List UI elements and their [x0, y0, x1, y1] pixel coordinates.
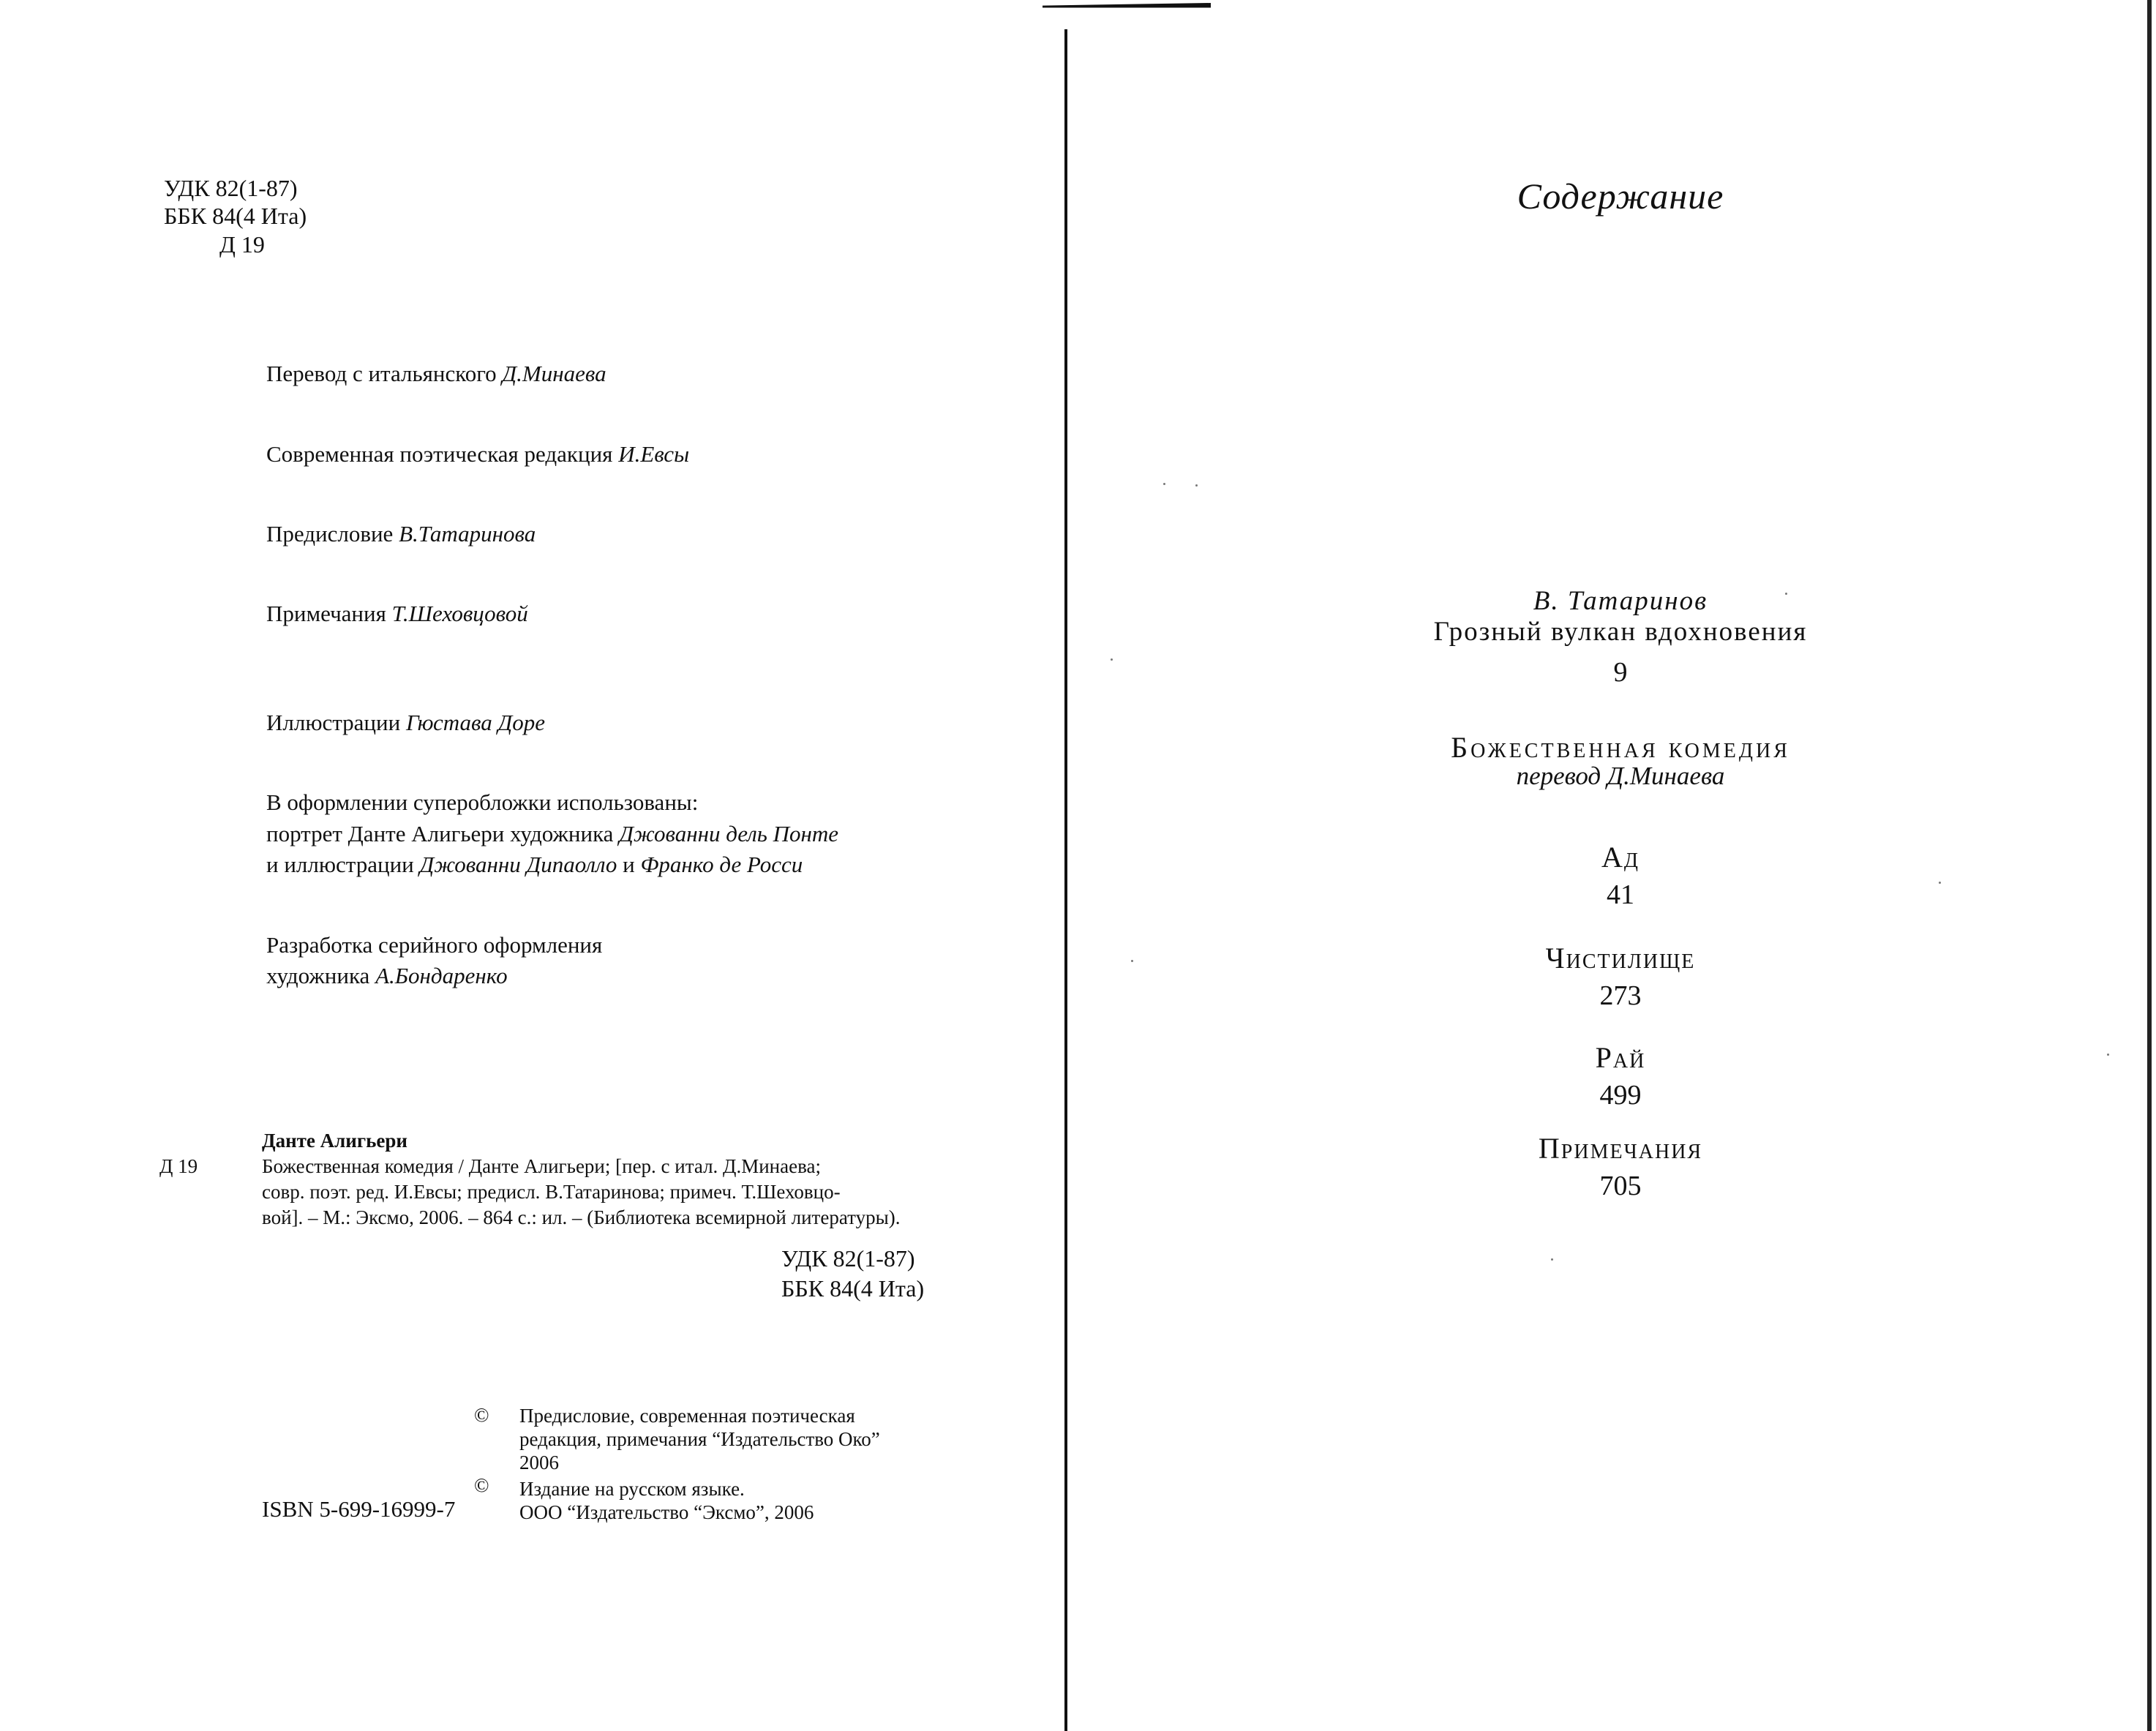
preface-credit: Предисловие В.Татаринова — [266, 521, 536, 547]
notes-credit: Примечания Т.Шеховцовой — [266, 601, 528, 626]
scan-speck — [1131, 960, 1133, 962]
udk-code-bottom: УДК 82(1-87) — [781, 1245, 915, 1272]
translation-credit: Перевод с итальянского Д.Минаева — [266, 361, 606, 386]
toc-entry-purgatory-title: Чистилище — [1545, 942, 1696, 975]
author-cipher-top: Д 19 — [219, 231, 265, 258]
scan-speck — [1163, 483, 1165, 485]
toc-entry-paradise-page: 499 — [1599, 1080, 1642, 1111]
bbk-code-top: ББК 84(4 Ита) — [164, 203, 307, 229]
bib-author: Данте Алигьери — [262, 1130, 407, 1152]
isbn: ISBN 5-699-16999-7 — [262, 1496, 456, 1522]
series-design-line1: Разработка серийного оформления — [266, 932, 603, 958]
copyright-1-line1: Предисловие, современная поэтическая — [519, 1405, 855, 1427]
bib-line-3: вой]. – М.: Эксмо, 2006. – 864 с.: ил. – (Библиотека всемирной литературы). — [262, 1206, 901, 1228]
scan-speck — [1111, 658, 1113, 661]
copyright-2-line2: ООО “Издательство “Эксмо”, 2006 — [519, 1501, 814, 1523]
toc-entry-inferno-page: 41 — [1607, 879, 1634, 910]
editing-credit: Современная поэтическая редакция И.Евсы — [266, 441, 690, 467]
book-gutter — [1064, 29, 1067, 1731]
copyright-2-line1: Издание на русском языке. — [519, 1478, 745, 1500]
imprint-page — [0, 0, 1064, 1731]
toc-entry-notes-title: Примечания — [1538, 1132, 1703, 1165]
bbk-code-bottom: ББК 84(4 Ита) — [781, 1275, 925, 1302]
toc-entry-comedy-title: Божественная комедия — [1451, 731, 1790, 764]
page-edge — [2147, 0, 2152, 1731]
scan-speck — [1939, 882, 1941, 884]
bib-line-1: Божественная комедия / Данте Алигьери; [пер. с итал. Д.Минаева; — [262, 1155, 821, 1177]
contents-title: Содержание — [1517, 176, 1724, 217]
jacket-credit-line1: В оформлении суперобложки использованы: — [266, 789, 699, 815]
toc-entry-purgatory-page: 273 — [1599, 980, 1642, 1011]
udk-code-top: УДК 82(1-87) — [164, 175, 298, 201]
toc-entry-preface-page: 9 — [1613, 657, 1628, 688]
toc-entry-notes-page: 705 — [1599, 1171, 1642, 1201]
toc-entry-preface-title: Грозный вулкан вдохновения — [1433, 617, 1808, 647]
copyright-symbol-2: © — [474, 1474, 489, 1496]
illustrations-credit: Иллюстрации Гюстава Доре — [266, 710, 546, 735]
scan-speck — [1551, 1258, 1553, 1261]
scan-artifact-top — [1043, 3, 1211, 12]
scan-speck — [1785, 593, 1787, 595]
copyright-1-line3: 2006 — [519, 1452, 559, 1473]
jacket-credit-line3: и иллюстрации Джованни Дипаолло и Франко де Росси — [266, 852, 803, 877]
scan-speck — [2107, 1054, 2109, 1056]
series-design-line2: художника А.Бондаренко — [266, 963, 508, 988]
toc-entry-comedy-subtitle: перевод Д.Минаева — [1516, 762, 1725, 790]
copyright-1-line2: редакция, примечания “Издательство Око” — [519, 1428, 880, 1450]
jacket-credit-line2: портрет Данте Алигьери художника Джованни дель Понте — [266, 821, 839, 846]
copyright-symbol-1: © — [474, 1404, 489, 1426]
toc-entry-paradise-title: Рай — [1595, 1041, 1646, 1074]
bib-line-2: совр. поэт. ред. И.Евсы; предисл. В.Татаринова; примеч. Т.Шеховцо- — [262, 1181, 841, 1203]
toc-author: В. Татаринов — [1533, 586, 1708, 616]
scan-speck — [1195, 484, 1198, 487]
bib-cipher: Д 19 — [159, 1155, 198, 1177]
toc-entry-inferno-title: Ад — [1601, 841, 1639, 874]
